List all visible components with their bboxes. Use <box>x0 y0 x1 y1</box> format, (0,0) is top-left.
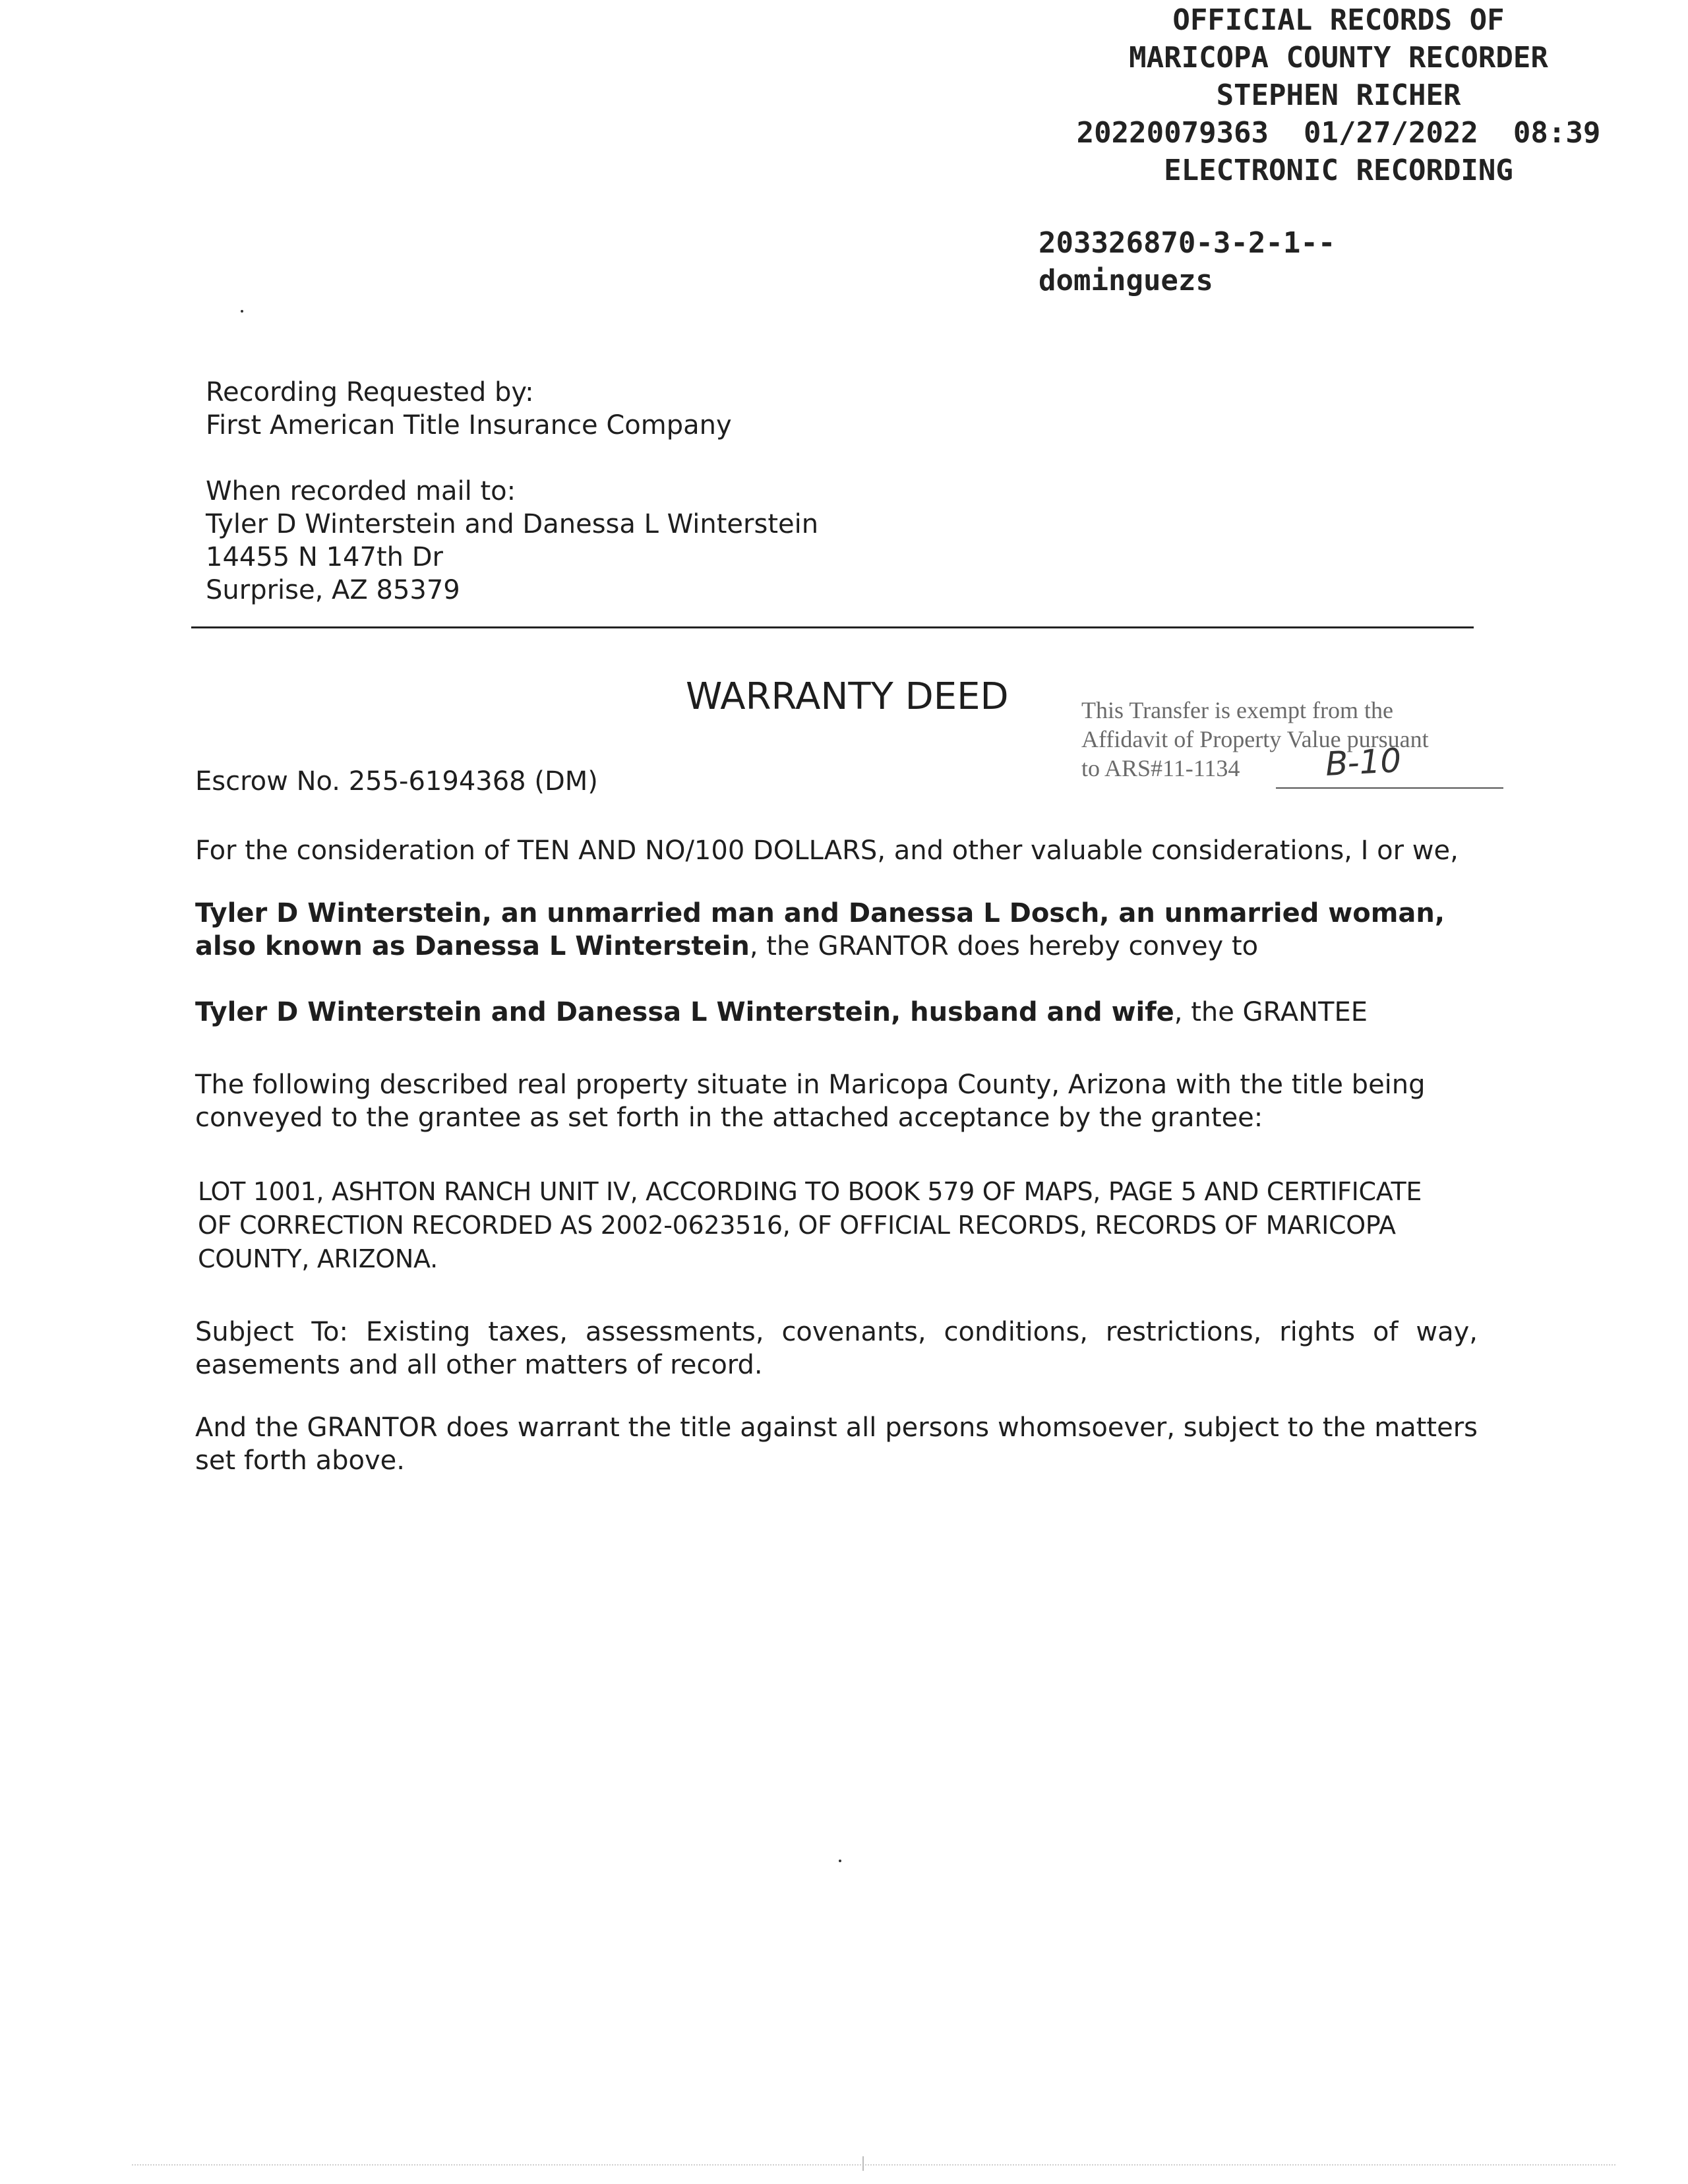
grantee-paragraph <box>195 996 1494 1029</box>
exempt-stamp <box>1081 696 1510 783</box>
scan-edge-tick <box>862 2156 864 2171</box>
exemption-code-underline <box>1276 787 1503 789</box>
legal-description <box>198 1175 1464 1276</box>
warranty-paragraph: And the GRANTOR does warrant the title against all persons whomsoever, subject to the matters set forth above. <box>195 1412 1478 1476</box>
exempt-stamp-line: Affidavit of Property Value pursuant <box>1081 726 1429 752</box>
requested-by-label: Recording Requested by: <box>206 377 534 408</box>
exemption-code: B-10 <box>1324 741 1402 783</box>
mail-to-street: 14455 N 147th Dr <box>206 542 443 572</box>
header-divider <box>191 626 1474 628</box>
escrow-number: Escrow No. 255-6194368 (DM) <box>195 766 598 797</box>
grantee-clause: , the GRANTEE <box>1174 997 1368 1027</box>
consideration-paragraph: For the consideration of TEN AND NO/100 DOLLARS, and other valuable considerations, I or we, <box>195 835 1459 866</box>
recording-line: OFFICIAL RECORDS OF <box>1172 3 1505 37</box>
requested-by-block <box>206 376 732 442</box>
document-title: WARRANTY DEED <box>686 675 1009 718</box>
recording-number-date-time: 20220079363 01/27/2022 08:39 <box>1076 116 1601 150</box>
mail-to-block <box>206 475 818 607</box>
recording-reference <box>1039 224 1335 299</box>
exempt-stamp-line: This Transfer is exempt from the <box>1081 697 1393 723</box>
legal-description-line: OF CORRECTION RECORDED AS 2002-0623516, OF OFFICIAL RECORDS, RECORDS OF MARICOPA <box>198 1211 1396 1240</box>
property-intro-paragraph: The following described real property situate in Maricopa County, Arizona with the title being conveyed to the grantee as set forth in the attached acceptance by the grantee: <box>195 1070 1426 1133</box>
recording-stamp <box>1029 1 1648 189</box>
recording-clerk: dominguezs <box>1039 264 1213 297</box>
grantee-names: Tyler D Winterstein and Danessa L Winterstein, husband and wife <box>195 997 1174 1027</box>
recording-line: MARICOPA COUNTY RECORDER <box>1129 41 1548 75</box>
scan-speck <box>241 310 243 313</box>
requested-by-company: First American Title Insurance Company <box>206 410 732 440</box>
legal-description-line: COUNTY, ARIZONA. <box>198 1244 438 1273</box>
grantor-paragraph <box>195 897 1494 963</box>
mail-to-name: Tyler D Winterstein and Danessa L Winterstein <box>206 509 819 539</box>
legal-description-line: LOT 1001, ASHTON RANCH UNIT IV, ACCORDING TO BOOK 579 OF MAPS, PAGE 5 AND CERTIFICATE <box>198 1177 1422 1206</box>
subject-to-paragraph: Subject To: Existing taxes, assessments, covenants, conditions, restrictions, rights of way, easements and all other matters of record. <box>195 1317 1478 1380</box>
exempt-stamp-line: to ARS#11-1134 <box>1081 755 1240 781</box>
mail-to-city: Surprise, AZ 85379 <box>206 575 460 605</box>
recording-line: ELECTRONIC RECORDING <box>1164 154 1513 187</box>
scan-speck <box>839 1860 841 1862</box>
grantor-clause: , the GRANTOR does hereby convey to <box>749 931 1259 961</box>
scan-edge-artifact <box>132 2164 1615 2166</box>
mail-to-label: When recorded mail to: <box>206 476 516 506</box>
recording-line: STEPHEN RICHER <box>1216 78 1461 112</box>
recording-ref-number: 203326870-3-2-1-- <box>1039 226 1336 260</box>
grantor-names: Tyler D Winterstein, an unmarried man and Danessa L Dosch, an unmarried woman, also known as Danessa L Winterstein <box>195 898 1445 961</box>
